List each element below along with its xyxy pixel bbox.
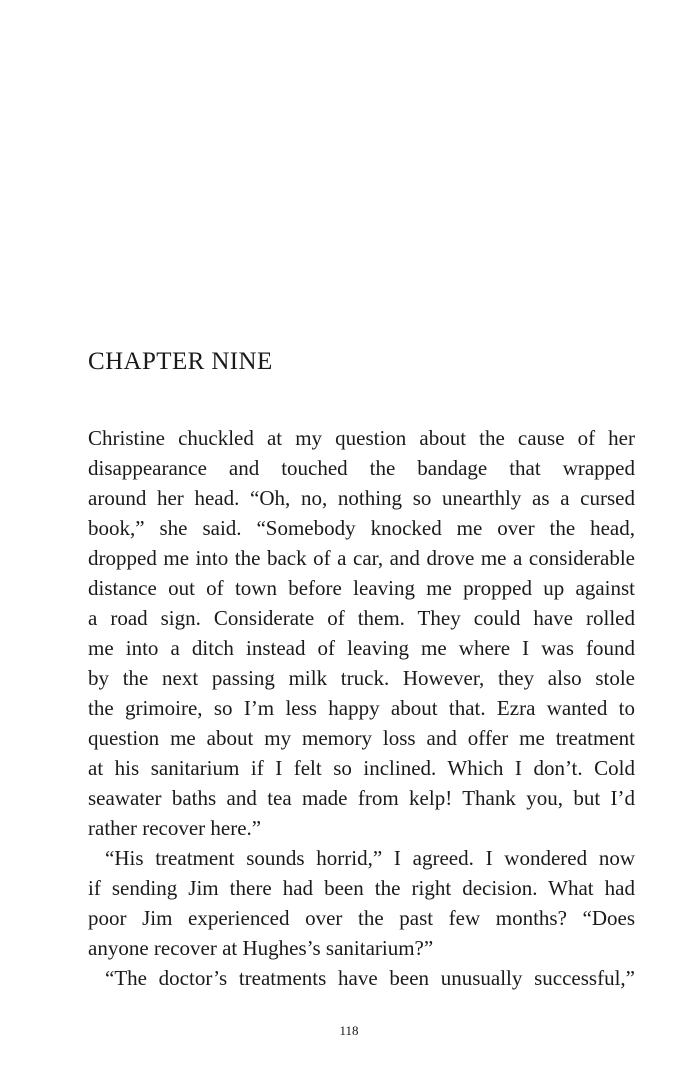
text-line: around her head. “Oh, no, nothing so unearthly as a cursed: [88, 486, 635, 510]
text-line: question me about my memory loss and offer me treatment: [88, 726, 635, 750]
text-line: “His treatment sounds horrid,” I agreed. I wondered now: [105, 846, 635, 870]
text-line: at his sanitarium if I felt so inclined. Which I don’t. Cold: [88, 756, 635, 780]
text-line: dropped me into the back of a car, and drove me a considerable: [88, 546, 635, 570]
text-line: anyone recover at Hughes’s sanitarium?”: [88, 936, 434, 960]
text-line: poor Jim experienced over the past few months? “Does: [88, 906, 635, 930]
chapter-title: CHAPTER NINE: [88, 348, 273, 375]
text-line: book,” she said. “Somebody knocked me over the head,: [88, 516, 635, 540]
text-line: disappearance and touched the bandage that wrapped: [88, 456, 635, 480]
text-line: Christine chuckled at my question about the cause of her: [88, 426, 635, 450]
text-line: if sending Jim there had been the right decision. What had: [88, 876, 635, 900]
text-line: distance out of town before leaving me propped up against: [88, 576, 635, 600]
text-line: a road sign. Considerate of them. They could have rolled: [88, 606, 635, 630]
text-line: seawater baths and tea made from kelp! Thank you, but I’d: [88, 786, 635, 810]
text-line: the grimoire, so I’m less happy about that. Ezra wanted to: [88, 696, 635, 720]
chapter-body-text: [88, 423, 635, 993]
text-line: by the next passing milk truck. However, they also stole: [88, 666, 635, 690]
text-line: rather recover here.”: [88, 816, 262, 840]
text-line: “The doctor’s treatments have been unusually successful,”: [105, 966, 635, 990]
page-number: 118: [339, 1023, 359, 1038]
text-line: me into a ditch instead of leaving me where I was found: [88, 636, 635, 660]
